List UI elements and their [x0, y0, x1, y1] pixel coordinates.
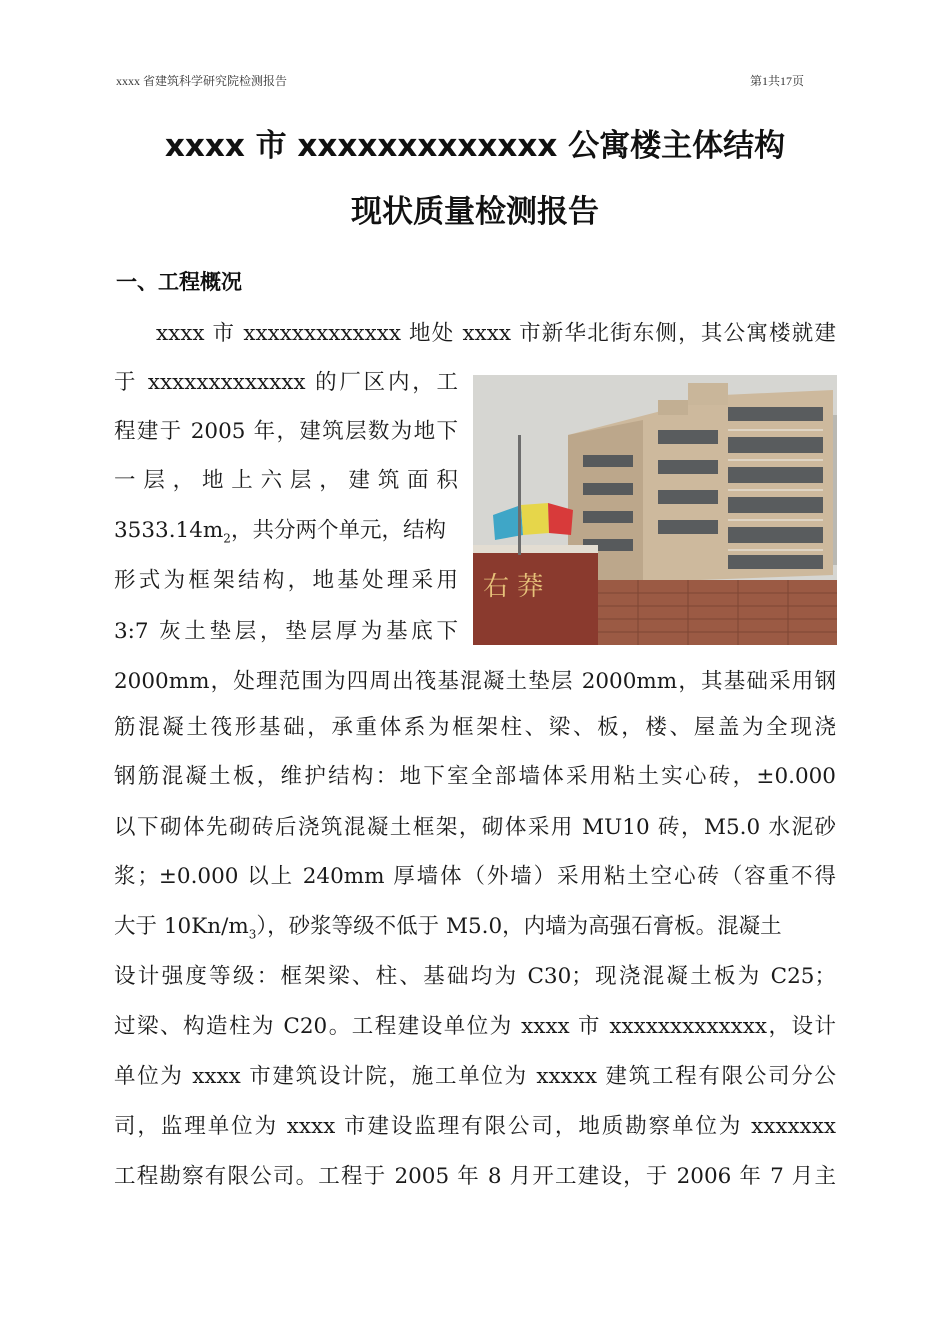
paragraph-line: 3:7 灰土垫层，垫层厚为基底下	[114, 619, 458, 644]
paragraph-line: 过梁、构造柱为 C20。工程建设单位为 xxxx 市 xxxxxxxxxxxxx，设计	[114, 1014, 836, 1039]
paragraph-line: 设计强度等级：框架梁、柱、基础均为 C30；现浇混凝土板为 C25；	[114, 964, 836, 989]
paragraph-line: 浆；±0.000 以上 240mm 厚墙体（外墙）采用粘土空心砖（容重不得	[114, 864, 836, 889]
paragraph-line: 程建于 2005 年，建筑层数为地下	[114, 419, 458, 444]
page-number: 第1共17页	[750, 74, 805, 88]
area-value: 3533.14m	[114, 518, 224, 543]
report-title-line2: 现状质量检测报告	[351, 194, 599, 230]
paragraph-line: 单位为 xxxx 市建筑设计院，施工单位为 xxxxx 建筑工程有限公司分公	[114, 1064, 836, 1089]
paragraph-line: 以下砌体先砌砖后浇筑混凝土框架，砌体采用 MU10 砖，M5.0 水泥砂	[114, 815, 836, 840]
superscript-unit: 2	[223, 531, 231, 546]
paragraph-line: 工程勘察有限公司。工程于 2005 年 8 月开工建设，于 2006 年 7 月主	[114, 1164, 836, 1189]
density-suffix: ），砂浆等级不低于 M5.0，内墙为高强石膏板。混凝土	[256, 914, 782, 939]
building-photo	[473, 375, 837, 645]
paragraph-line: 一层，地上六层，建筑面积	[114, 468, 458, 493]
paragraph-line: xxxx 市 xxxxxxxxxxxxx 地处 xxxx 市新华北街东侧，其公寓楼就建	[156, 321, 836, 346]
paragraph-line: 形式为框架结构，地基处理采用	[114, 568, 458, 593]
paragraph-line: 筋混凝土筏形基础，承重体系为框架柱、梁、板，楼、屋盖为全现浇	[114, 715, 836, 740]
paragraph-line: 钢筋混凝土板，维护结构：地下室全部墙体采用粘土实心砖，±0.000	[114, 764, 836, 789]
paragraph-line: 于 xxxxxxxxxxxxx 的厂区内，工	[114, 370, 458, 395]
paragraph-line	[114, 911, 782, 950]
section-heading-overview: 一、工程概况	[116, 270, 242, 294]
density-text: 大于 10Kn/m	[114, 914, 249, 939]
paragraph-line: 2000mm，处理范围为四周出筏基混凝土垫层 2000mm，其基础采用钢	[114, 669, 836, 694]
report-header-left: xxxx 省建筑科学研究院检测报告	[116, 74, 288, 88]
report-title-line1: xxxx 市 xxxxxxxxxxxxx 公寓楼主体结构	[164, 128, 786, 164]
paragraph-line	[114, 515, 446, 554]
subscript-unit: 3	[248, 927, 257, 942]
area-suffix: ，共分两个单元，结构	[230, 518, 446, 543]
gate-sign-text: 右 莽	[483, 572, 544, 602]
paragraph-line: 司，监理单位为 xxxx 市建设监理有限公司，地质勘察单位为 xxxxxxx	[114, 1114, 836, 1139]
